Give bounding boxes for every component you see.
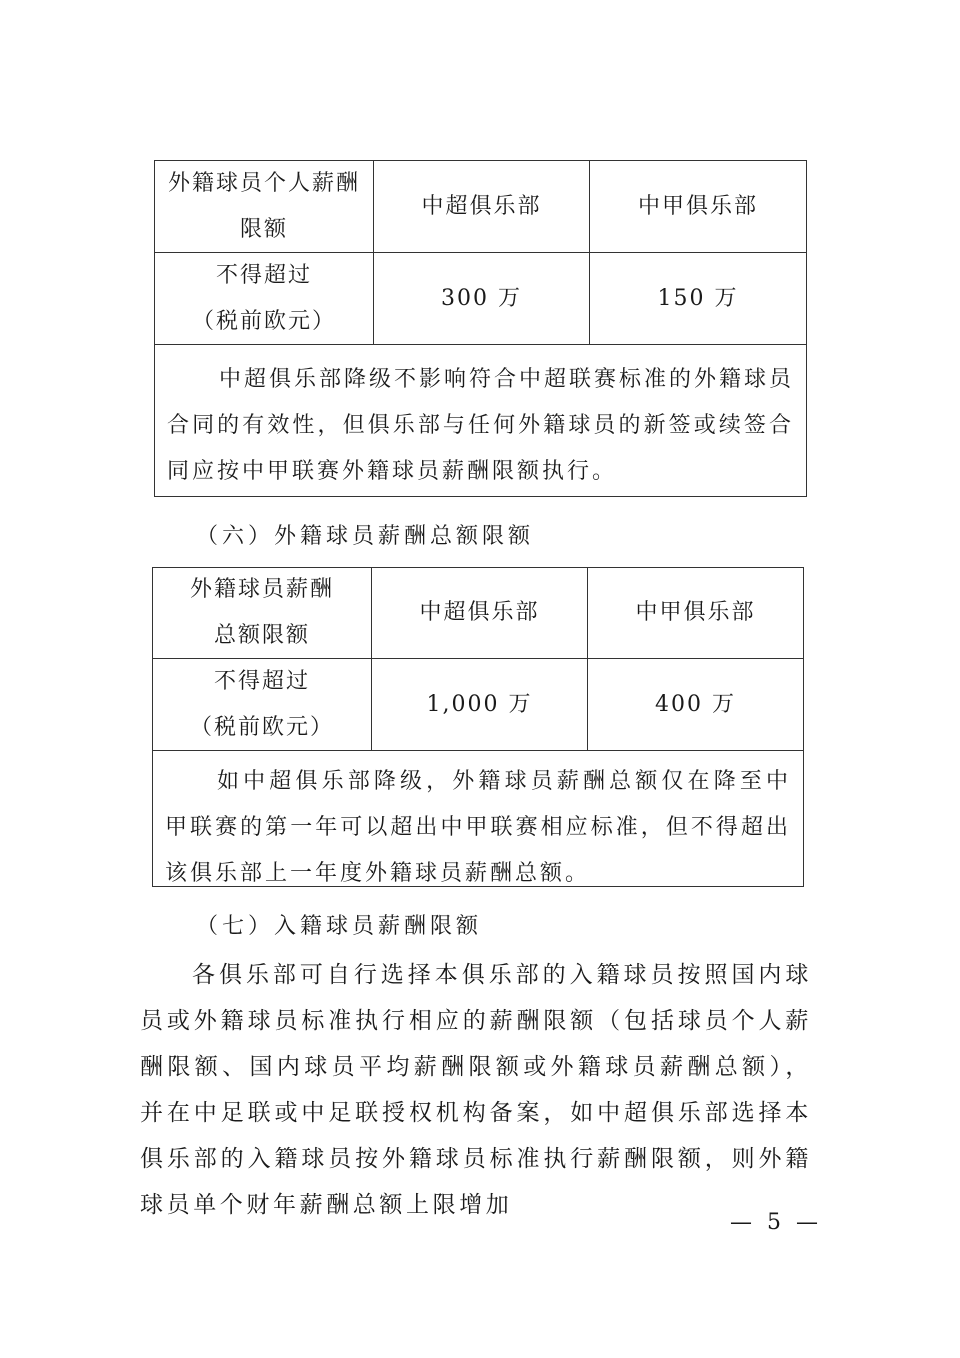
header-label-line-1: 外籍球员薪酬 [189, 577, 334, 602]
header-csl-club: 中超俱乐部 [371, 568, 587, 658]
cl1-value-cell: 400 万 [587, 659, 803, 750]
section-6-heading: （六）外籍球员薪酬总额限额 [196, 524, 535, 549]
section-7-paragraph: 各俱乐部可自行选择本俱乐部的入籍球员按照国内球员或外籍球员标准执行相应的薪酬限额（包括球员个人薪酬限额、国内球员平均薪酬限额或外籍球员薪酬总额），并在中足联或中足联授权机构备案，如中超俱乐部选择本俱乐部的入籍球员按外籍球员标准执行薪酬限额，则外籍球员单个财年薪酬总额上限增加 [140, 962, 812, 1218]
table-value-row [153, 659, 803, 751]
header-cl1-club: 中甲俱乐部 [587, 568, 803, 658]
header-label-line-1: 外籍球员个人薪酬 [167, 170, 360, 196]
header-salary-limit-label [155, 161, 373, 252]
table-note-row [153, 751, 803, 886]
table-note-row [155, 345, 806, 496]
row-label-line-2: （税前欧元） [191, 308, 336, 334]
table-note-text: 中超俱乐部降级不影响符合中超联赛标准的外籍球员合同的有效性，但俱乐部与任何外籍球员的新签或续签合同应按中甲联赛外籍球员薪酬限额执行。 [167, 367, 795, 484]
header-salary-total-label [153, 568, 371, 658]
csl-value-cell: 300 万 [373, 253, 589, 344]
csl-value-cell: 1,000 万 [371, 659, 587, 750]
header-csl-club: 中超俱乐部 [373, 161, 589, 252]
row-label-line-1: 不得超过 [215, 262, 312, 288]
table-header-row [155, 161, 806, 253]
header-label-line-2: 限额 [239, 216, 288, 242]
table-header-row [153, 568, 803, 659]
header-cl1-club: 中甲俱乐部 [589, 161, 806, 252]
foreign-player-individual-salary-table [154, 160, 807, 497]
row-label-line-2: （税前欧元） [189, 714, 334, 740]
row-label-cell [153, 659, 371, 750]
row-label-cell [155, 253, 373, 344]
row-label-line-1: 不得超过 [213, 668, 310, 694]
table-note-text: 如中超俱乐部降级，外籍球员薪酬总额仅在降至中甲联赛的第一年可以超出中甲联赛相应标准，但不得超出该俱乐部上一年度外籍球员薪酬总额。 [165, 769, 791, 886]
foreign-player-total-salary-table [152, 567, 804, 887]
section-7-heading: （七）入籍球员薪酬限额 [196, 914, 483, 939]
table-value-row [155, 253, 806, 345]
header-label-line-2: 总额限额 [213, 623, 310, 648]
cl1-value-cell: 150 万 [589, 253, 806, 344]
page-number: — 5 — [730, 1210, 822, 1235]
